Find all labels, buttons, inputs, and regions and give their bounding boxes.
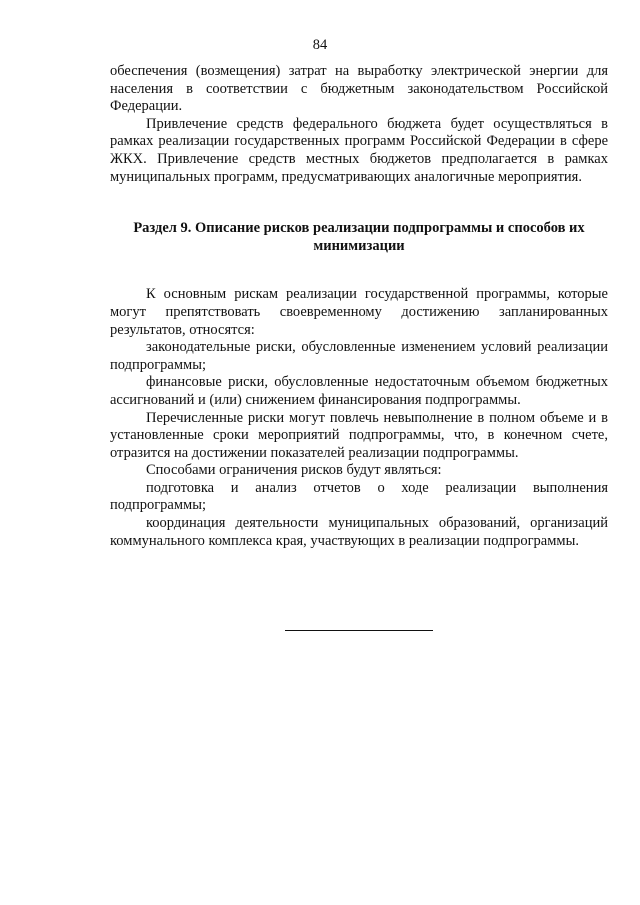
paragraph-risk-consequences: Перечисленные риски могут повлечь невыполнение в полном объеме и в установленные сроки мероприятий подпрограммы, что, в конечном счете, отразится на достижении показателей реализации подпрограммы.	[110, 409, 608, 461]
paragraph-mitigation-intro: Способами ограничения рисков будут являться:	[146, 462, 442, 479]
page-number: 84	[312, 37, 328, 53]
paragraph-legislative-risks: законодательные риски, обусловленные изменением условий реализации подпрограммы;	[110, 339, 608, 373]
paragraph-funding-continuation: обеспечения (возмещения) затрат на выработку электрической энергии для населения в соответствии с бюджетным законодательством Российской Федерации.	[110, 63, 608, 115]
paragraph-financial-risks: финансовые риски, обусловленные недостаточным объемом бюджетных ассигнований и (или) снижением финансирования подпрограммы.	[110, 374, 608, 408]
paragraph-coordination: координация деятельности муниципальных образований, организаций коммунального комплекса края, участвующих в реализации подпрограммы.	[110, 515, 608, 549]
paragraph-main-risks: К основным рискам реализации государственной программы, которые могут препятствовать своевременному достижению запланированных результатов, относятся:	[110, 286, 608, 338]
section-title: Раздел 9. Описание рисков реализации подпрограммы и способов их минимизации	[133, 220, 585, 254]
end-divider-line	[285, 630, 433, 631]
paragraph-federal-budget: Привлечение средств федерального бюджета будет осуществляться в рамках реализации государственных программ Российской Федерации в сфере ЖКХ. Привлечение средств местных бюджетов предполагается в рамках муниципальных программ, предусматривающих аналогичные мероприятия.	[110, 115, 608, 185]
paragraph-reports: подготовка и анализ отчетов о ходе реализации выполнения подпрограммы;	[110, 479, 608, 514]
document-body	[110, 63, 608, 550]
